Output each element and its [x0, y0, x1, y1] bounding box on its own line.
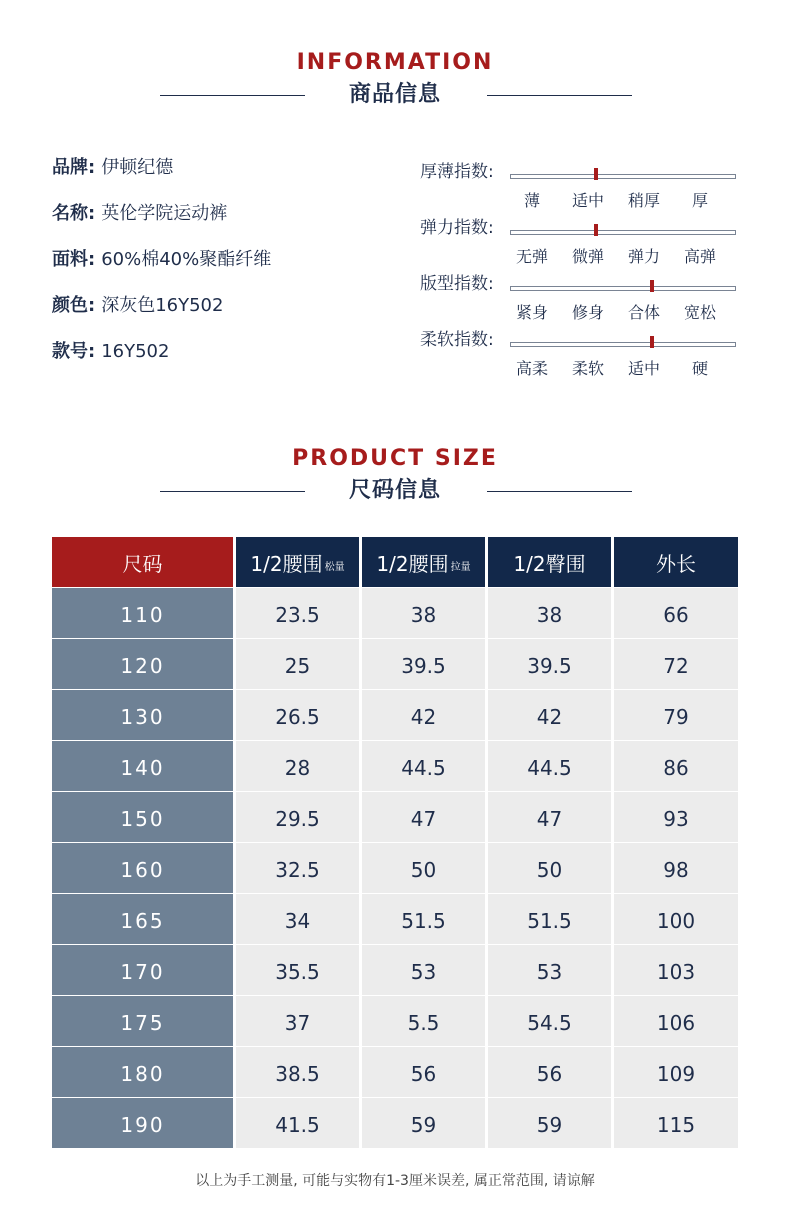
measurement-cell: 103	[614, 945, 738, 995]
info-value: 伊顿纪德	[101, 157, 174, 178]
index-track	[510, 174, 736, 179]
divider-line	[487, 95, 632, 96]
measurement-cell: 50	[488, 843, 611, 893]
size-cell: 190	[52, 1098, 233, 1148]
index-level-label: 高弹	[683, 247, 716, 266]
measurement-cell: 59	[362, 1098, 485, 1148]
measurement-cell: 93	[614, 792, 738, 842]
index-scale	[420, 272, 740, 328]
header-sublabel: 拉量	[450, 561, 471, 573]
header-label: 1/2腰围	[376, 551, 449, 576]
measurement-cell: 37	[236, 996, 359, 1046]
index-label: 版型指数:	[420, 274, 494, 294]
index-scale	[420, 160, 740, 216]
measurement-cell: 51.5	[488, 894, 611, 944]
info-key: 面料:	[52, 249, 96, 270]
info-row-fabric	[52, 242, 271, 288]
size-cell: 160	[52, 843, 233, 893]
table-header-cell	[488, 537, 611, 587]
index-level-label: 无弹	[515, 247, 548, 266]
measurement-cell: 34	[236, 894, 359, 944]
info-row-color	[52, 288, 271, 334]
measurement-cell: 50	[362, 843, 485, 893]
measurement-cell: 35.5	[236, 945, 359, 995]
measurement-cell: 53	[488, 945, 611, 995]
measurement-cell: 72	[614, 639, 738, 689]
divider-line	[160, 95, 305, 96]
index-level-label: 适中	[627, 359, 660, 378]
index-level-label: 合体	[627, 303, 660, 322]
measurement-cell: 25	[236, 639, 359, 689]
index-level-label: 柔软	[571, 359, 604, 378]
info-row-name	[52, 196, 271, 242]
size-cell: 180	[52, 1047, 233, 1097]
info-title-cn: 商品信息	[348, 82, 441, 107]
index-level-label: 微弹	[571, 247, 604, 266]
index-level-label: 硬	[691, 359, 708, 378]
measurement-cell: 54.5	[488, 996, 611, 1046]
measurement-cell: 109	[614, 1047, 738, 1097]
size-cell: 110	[52, 588, 233, 638]
info-title-en: INFORMATION	[296, 50, 494, 75]
measurement-cell: 47	[362, 792, 485, 842]
size-title-row	[0, 474, 790, 508]
index-marker	[594, 168, 598, 180]
size-title-cn: 尺码信息	[348, 478, 441, 503]
measurement-cell: 28	[236, 741, 359, 791]
table-header-cell	[614, 537, 738, 587]
table-header-cell	[52, 537, 233, 587]
header-label: 尺码	[122, 551, 163, 576]
measurement-cell: 86	[614, 741, 738, 791]
index-level-label: 高柔	[515, 359, 548, 378]
index-track	[510, 286, 736, 291]
info-row-style-no	[52, 334, 271, 380]
measurement-cell: 23.5	[236, 588, 359, 638]
header-sublabel: 松量	[324, 561, 345, 573]
measurement-cell: 56	[362, 1047, 485, 1097]
index-marker	[650, 280, 654, 292]
footnote: 以上为手工测量, 可能与实物有1-3厘米误差, 属正常范围, 请谅解	[195, 1173, 595, 1189]
index-marker	[650, 336, 654, 348]
size-cell: 120	[52, 639, 233, 689]
measurement-cell: 115	[614, 1098, 738, 1148]
measurement-cell: 42	[488, 690, 611, 740]
index-label: 弹力指数:	[420, 218, 494, 238]
measurement-cell: 53	[362, 945, 485, 995]
info-value: 16Y502	[101, 341, 170, 362]
measurement-cell: 39.5	[488, 639, 611, 689]
size-title-en: PRODUCT SIZE	[292, 446, 498, 471]
index-level-label: 宽松	[683, 303, 716, 322]
measurement-cell: 79	[614, 690, 738, 740]
measurement-cell: 47	[488, 792, 611, 842]
size-cell: 170	[52, 945, 233, 995]
header-label: 外长	[656, 551, 696, 576]
info-key: 品牌:	[52, 157, 96, 178]
info-key: 颜色:	[52, 295, 96, 316]
measurement-cell: 42	[362, 690, 485, 740]
index-label: 柔软指数:	[420, 330, 494, 350]
index-level-label: 弹力	[627, 247, 660, 266]
index-marker	[594, 224, 598, 236]
measurement-cell: 38.5	[236, 1047, 359, 1097]
index-level-label: 薄	[523, 191, 540, 210]
info-row-brand	[52, 150, 271, 196]
index-scale	[420, 216, 740, 272]
measurement-cell: 59	[488, 1098, 611, 1148]
measurement-cell: 98	[614, 843, 738, 893]
index-level-label: 厚	[691, 191, 708, 210]
table-header-cell	[236, 537, 359, 587]
measurement-cell: 32.5	[236, 843, 359, 893]
measurement-cell: 44.5	[488, 741, 611, 791]
measurement-cell: 66	[614, 588, 738, 638]
table-header-cell	[362, 537, 485, 587]
header-label: 1/2臀围	[513, 551, 586, 576]
index-level-label: 适中	[571, 191, 604, 210]
info-value: 深灰色16Y502	[101, 295, 224, 316]
size-cell: 130	[52, 690, 233, 740]
measurement-cell: 38	[488, 588, 611, 638]
index-level-label: 修身	[571, 303, 604, 322]
index-track	[510, 342, 736, 347]
measurement-cell: 5.5	[362, 996, 485, 1046]
size-cell: 175	[52, 996, 233, 1046]
measurement-cell: 100	[614, 894, 738, 944]
size-section-header	[0, 446, 790, 508]
measurement-cell: 106	[614, 996, 738, 1046]
info-title-row	[0, 78, 790, 112]
measurement-cell: 51.5	[362, 894, 485, 944]
info-key: 名称:	[52, 203, 96, 224]
measurement-cell: 39.5	[362, 639, 485, 689]
index-scale	[420, 328, 740, 384]
index-level-label: 紧身	[515, 303, 548, 322]
divider-line	[160, 491, 305, 492]
index-level-label: 稍厚	[627, 191, 660, 210]
header-label: 1/2腰围	[250, 551, 323, 576]
measurement-cell: 41.5	[236, 1098, 359, 1148]
index-track	[510, 230, 736, 235]
measurement-cell: 38	[362, 588, 485, 638]
size-cell: 150	[52, 792, 233, 842]
measurement-cell: 56	[488, 1047, 611, 1097]
info-key: 款号:	[52, 341, 96, 362]
measurement-cell: 44.5	[362, 741, 485, 791]
info-value: 60%棉40%聚酯纤维	[101, 249, 272, 270]
index-label: 厚薄指数:	[420, 162, 494, 182]
size-cell: 165	[52, 894, 233, 944]
measurement-cell: 29.5	[236, 792, 359, 842]
divider-line	[487, 491, 632, 492]
size-cell: 140	[52, 741, 233, 791]
product-info-list	[52, 150, 271, 380]
info-section-header	[0, 50, 790, 112]
info-value: 英伦学院运动裤	[101, 203, 228, 224]
measurement-cell: 26.5	[236, 690, 359, 740]
